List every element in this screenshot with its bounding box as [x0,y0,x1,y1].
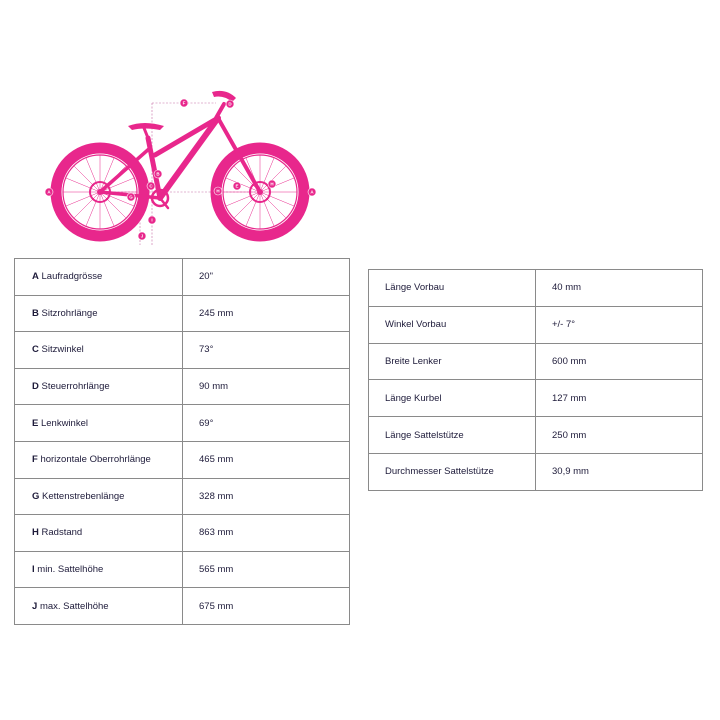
row-value: 245 mm [183,295,350,332]
row-letter: F [32,454,38,466]
marker-a-front [308,188,316,196]
table-row [369,453,703,490]
row-label-text: Sitzwinkel [41,344,84,356]
row-label-text: Laufradgrösse [41,271,103,283]
svg-text:I: I [151,217,153,223]
table-row [15,405,350,442]
row-label-text: Steuerrohrlänge [41,381,110,393]
marker-j [138,232,146,240]
row-value: 328 mm [183,478,350,515]
marker-g [127,193,135,201]
row-label-text: horizontale Oberrohrlänge [40,454,151,466]
row-value: 250 mm [536,417,703,454]
marker-b [154,170,162,178]
marker-c [147,182,155,190]
row-value: +/- 7° [536,306,703,343]
svg-text:H: H [216,188,220,194]
table-row [15,259,350,296]
row-value: 127 mm [536,380,703,417]
row-label: Länge Sattelstütze [369,417,536,454]
marker-label: H [270,181,274,187]
svg-text:B: B [156,171,160,177]
row-value: 565 mm [183,551,350,588]
row-value: 863 mm [183,515,350,552]
table-row [15,551,350,588]
row-value: 465 mm [183,441,350,478]
table-row [369,343,703,380]
row-label-text: Kettenstrebenlänge [42,490,125,502]
table-row [15,368,350,405]
row-letter: B [32,307,39,319]
svg-text:A: A [47,189,51,195]
table-row [15,441,350,478]
table-row [15,332,350,369]
table-row [369,380,703,417]
row-value: 90 mm [183,368,350,405]
row-value: 675 mm [183,588,350,625]
row-label: Länge Kurbel [369,380,536,417]
row-letter: H [32,527,39,539]
row-letter: G [32,490,40,502]
row-label [15,551,183,588]
row-letter: J [32,600,38,612]
row-label-text: min. Sattelhöhe [37,564,104,576]
row-label [15,368,183,405]
row-label [15,259,183,296]
row-value: 40 mm [536,270,703,307]
row-letter: E [32,417,39,429]
marker-e [233,182,241,190]
table-row [369,270,703,307]
components-table [368,269,703,491]
svg-text:J: J [140,233,144,239]
row-letter: I [32,564,35,576]
marker-a-rear [45,188,53,196]
row-label-text: max. Sattelhöhe [39,600,109,612]
table-row [369,306,703,343]
table-row [15,478,350,515]
table-row [369,417,703,454]
row-letter: D [32,381,39,393]
svg-text:G: G [129,194,133,200]
row-label [15,441,183,478]
row-label: Länge Vorbau [369,270,536,307]
row-value: 30,9 mm [536,453,703,490]
svg-text:D: D [228,101,232,107]
table-row [15,295,350,332]
marker-d [226,100,234,108]
saddle [128,123,164,130]
bike-geometry-diagram [40,80,330,250]
table-row [15,515,350,552]
row-label [15,295,183,332]
svg-text:F: F [182,100,186,106]
row-label [15,332,183,369]
geometry-table [14,258,350,625]
table-row [15,588,350,625]
row-value: 73° [183,332,350,369]
row-label [15,515,183,552]
row-label: Durchmesser Sattelstütze [369,453,536,490]
marker-f [180,99,188,107]
row-label [15,405,183,442]
row-value: 69° [183,405,350,442]
row-label: Winkel Vorbau [369,306,536,343]
row-label: Breite Lenker [369,343,536,380]
svg-text:E: E [235,183,239,189]
svg-text:C: C [149,183,153,189]
row-label-text: Lenkwinkel [40,417,88,429]
marker-i [148,216,156,224]
row-value: 600 mm [536,343,703,380]
marker-h-front [268,180,276,188]
marker-h-rear [214,187,222,195]
handlebar [212,91,236,102]
row-label [15,588,183,625]
row-label [15,478,183,515]
row-letter: C [32,344,39,356]
row-label-text: Sitzrohrlänge [41,307,98,319]
row-label-text: Radstand [41,527,83,539]
row-letter: A [32,271,39,283]
svg-text:A: A [310,189,314,195]
row-value: 20" [183,259,350,296]
